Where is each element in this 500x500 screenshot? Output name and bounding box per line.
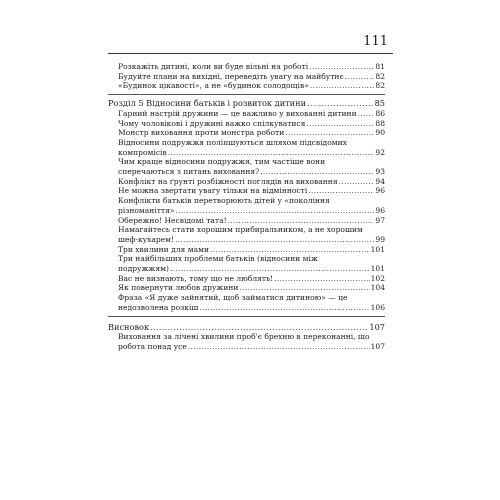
dot-leader xyxy=(308,186,374,196)
toc-entry xyxy=(108,138,385,157)
toc-entry xyxy=(108,157,385,176)
toc-entry xyxy=(108,81,385,91)
section-title: Розділ 5 Відносини батьків і розвиток дитини xyxy=(108,98,307,109)
page-number: 111 xyxy=(363,34,388,49)
toc-entry xyxy=(108,216,385,226)
toc-entry-page: 106 xyxy=(370,302,385,312)
dot-leader xyxy=(175,206,374,216)
toc-entry-page: 82 xyxy=(375,81,385,91)
toc-entry-title: Чому чоловікові і дружині важко спілкуватися xyxy=(118,118,306,128)
section-title: Висновок xyxy=(108,321,150,332)
toc-entry-title: «Будинок цікавості», а не «будинок солодощів» xyxy=(118,81,309,91)
toc-entry-title-line: Намагайтесь стати хорошим прибиральником, а не хорошим xyxy=(118,225,363,235)
toc-entry-title-line: шеф-кухарем! xyxy=(118,234,175,244)
toc-entry-title-line: недозволена розкіш xyxy=(118,302,199,312)
toc-entry-page: 94 xyxy=(375,176,385,186)
toc-entry xyxy=(108,62,385,72)
toc-entry-title-line: компромісів xyxy=(118,147,167,157)
section-divider xyxy=(108,94,385,95)
section-page: 85 xyxy=(374,98,385,109)
toc-entry xyxy=(108,274,385,284)
toc-entry-title: Будуйте плани на вихідні, переведіть увагу на майбутнє xyxy=(118,71,344,81)
toc-entry-page: 86 xyxy=(375,108,385,118)
table-of-contents xyxy=(108,62,385,352)
dot-leader xyxy=(210,245,370,255)
toc-entry-title: Обережно! Несвідомі тата! xyxy=(118,215,227,225)
toc-entry-title: Розкажіть дитині, коли ви буде вільні на роботі xyxy=(118,62,309,71)
dot-leader xyxy=(170,264,370,274)
toc-entry-page: 97 xyxy=(375,215,385,225)
dot-leader xyxy=(339,177,375,187)
toc-entry-title: Конфлікт на ґрунті розбіжності поглядів на виховання xyxy=(118,176,338,186)
toc-entry-title-line: сперечаються з питань виховання? xyxy=(118,167,260,177)
toc-entry-page: 101 xyxy=(370,244,385,254)
toc-entry xyxy=(108,119,385,129)
toc-entry-page: 104 xyxy=(370,283,385,293)
toc-entry xyxy=(108,254,385,273)
toc-entry xyxy=(108,245,385,255)
toc-entry-title-line: Відносини подружжя поліпшуються шляхом підсвідомих xyxy=(118,137,347,147)
toc-entry xyxy=(108,283,385,293)
toc-entry-page: 107 xyxy=(370,341,385,351)
toc-entry xyxy=(108,196,385,215)
dot-leader xyxy=(188,342,370,352)
toc-entry-title: Гарний настрій дружини — це важливо у вихованні дитини xyxy=(118,108,357,118)
toc-entry-title-line: Фраза «Я дуже зайнятий, щоб займатися дитиною» — це xyxy=(118,293,348,303)
toc-entry-title-line: різноманіття» xyxy=(118,205,175,215)
dot-leader xyxy=(345,72,375,82)
dot-leader xyxy=(239,283,369,293)
dot-leader xyxy=(285,128,374,138)
toc-entry-title-line: подружжям) xyxy=(118,264,169,274)
toc-entry-title-line: Чим краще відносини подружжя, тим частіше вони xyxy=(118,157,326,167)
section-divider xyxy=(108,316,385,317)
toc-entry-page: 88 xyxy=(375,118,385,128)
dot-leader xyxy=(150,323,368,333)
dot-leader xyxy=(168,148,375,158)
toc-entry-page: 102 xyxy=(370,273,385,283)
toc-entry-title: Як повернути любов дружини xyxy=(118,283,239,293)
dot-leader xyxy=(175,235,374,245)
toc-entry-title: Три хвилини для мами xyxy=(118,244,209,254)
toc-entry xyxy=(108,293,385,312)
toc-entry-page: 101 xyxy=(370,264,385,274)
toc-entry-title: Монстр виховання проти монстра роботи xyxy=(118,128,285,138)
toc-entry-title: Вас не визнають, тому що не люблять! xyxy=(118,273,274,283)
toc-section-heading xyxy=(108,323,385,333)
section-page: 107 xyxy=(369,321,385,332)
toc-entry xyxy=(108,332,385,351)
toc-entry-page: 92 xyxy=(375,147,385,157)
toc-entry-title-line: Виховання за лічені хвилини проб'є брехню в переконанні, що xyxy=(118,332,370,342)
toc-entry-title-line: Три найбільших проблеми батьків (відносини між xyxy=(118,254,318,264)
toc-entry xyxy=(108,225,385,244)
dot-leader xyxy=(199,303,369,313)
toc-section-heading xyxy=(108,99,385,109)
dot-leader xyxy=(260,167,374,177)
toc-entry xyxy=(108,128,385,138)
dot-leader xyxy=(310,81,375,91)
dot-leader xyxy=(306,119,374,129)
header-rule xyxy=(108,53,393,54)
toc-entry-page: 81 xyxy=(375,62,385,71)
toc-entry-title-line: робота понад усе xyxy=(118,341,187,351)
toc-entry-page: 99 xyxy=(375,234,385,244)
toc-entry-page: 93 xyxy=(375,167,385,177)
toc-entry-page: 82 xyxy=(375,71,385,81)
toc-entry-title: Не можна звертати увагу тільки на відмінності xyxy=(118,186,308,196)
dot-leader xyxy=(358,109,375,119)
dot-leader xyxy=(307,99,374,109)
dot-leader xyxy=(309,62,374,72)
toc-entry xyxy=(108,177,385,187)
toc-entry xyxy=(108,109,385,119)
toc-entry-page: 96 xyxy=(375,186,385,196)
toc-entry-page: 96 xyxy=(375,205,385,215)
toc-entry xyxy=(108,72,385,82)
toc-entry xyxy=(108,186,385,196)
toc-entry-title-line: Конфлікти батьків перетворюють дітей у «покоління xyxy=(118,196,330,206)
dot-leader xyxy=(274,274,369,284)
toc-entry-page: 90 xyxy=(375,128,385,138)
dot-leader xyxy=(228,216,375,226)
